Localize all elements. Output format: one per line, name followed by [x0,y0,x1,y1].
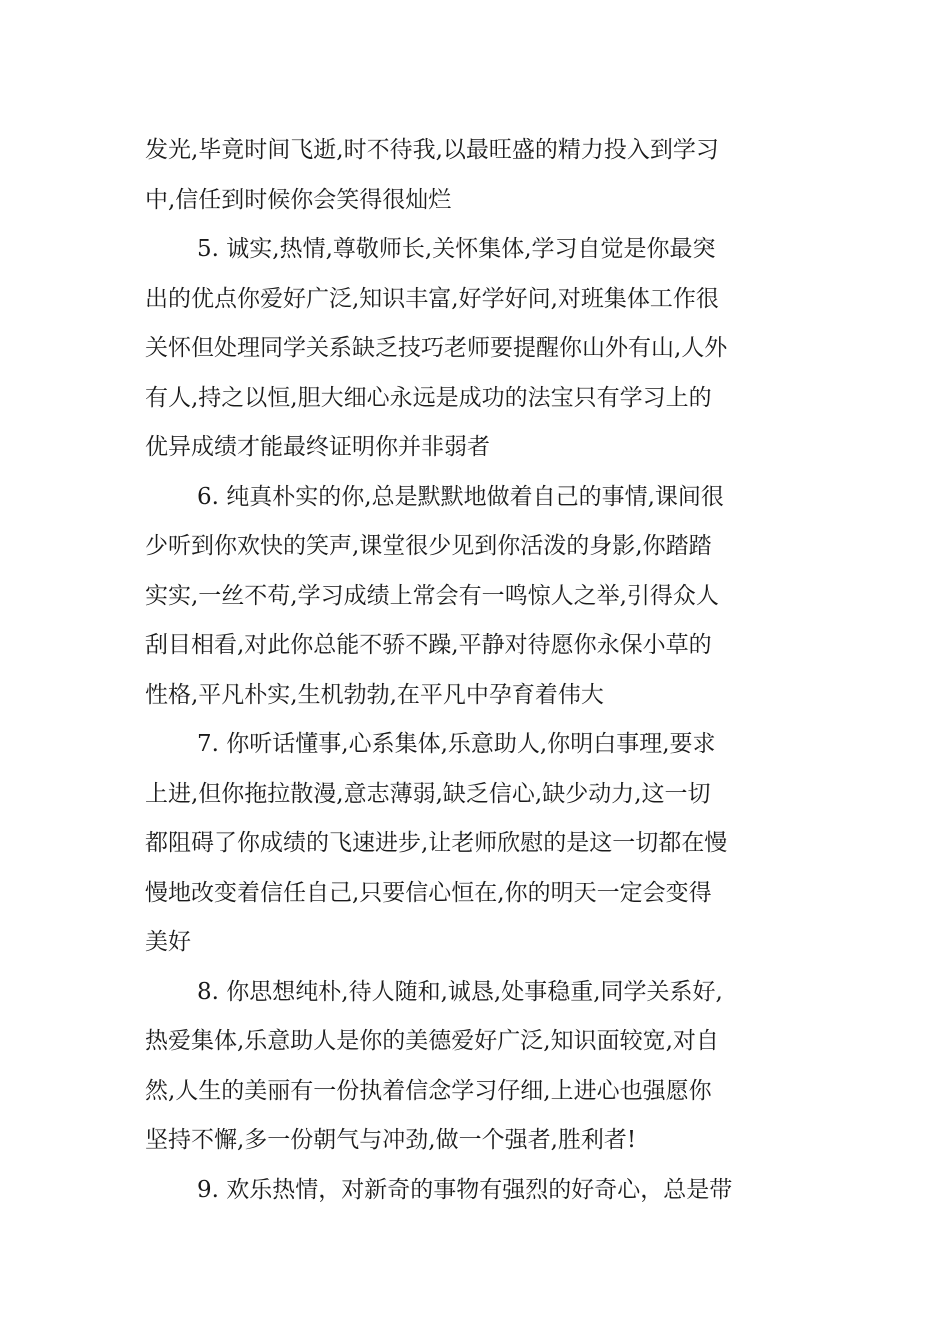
text-line: 热爱集体,乐意助人是你的美德爱好广泛,知识面较宽,对自 [145,1028,719,1054]
text-line: 慢地改变着信任自己,只要信心恒在,你的明天一定会变得 [145,879,712,906]
text-line: 刮目相看,对此你总能不骄不躁,平静对待愿你永保小草的 [145,632,712,658]
text-line: 性格,平凡朴实,生机勃勃,在平凡中孕育着伟大 [145,681,604,708]
paragraph-start-7: 7. 你听话懂事,心系集体,乐意助人,你明白事理,要求 [197,731,716,757]
paragraph-start-6: 6. 纯真朴实的你,总是默默地做着自己的事情,课间很 [197,483,724,510]
text-line: 上进,但你拖拉散漫,意志薄弱,缺乏信心,缺少动力,这一切 [145,780,711,807]
text-line: 发光,毕竟时间飞逝,时不待我,以最旺盛的精力投入到学习 [145,137,719,163]
text-line: 然,人生的美丽有一份执着信念学习仔细,上进心也强愿你 [145,1077,712,1104]
body-text [145,126,825,1215]
text-line: 有人,持之以恒,胆大细心永远是成功的法宝只有学习上的 [145,384,712,411]
text-line: 出的优点你爱好广泛,知识丰富,好学好问,对班集体工作很 [145,285,719,312]
text-line: 中,信任到时候你会笑得很灿烂 [145,186,452,213]
paragraph-start-5: 5. 诚实,热情,尊敬师长,关怀集体,学习自觉是你最突 [197,236,716,262]
text-line: 坚持不懈,多一份朝气与冲劲,做一个强者,胜利者! [145,1127,637,1153]
text-line: 少听到你欢快的笑声,课堂很少见到你活泼的身影,你踏踏 [145,533,712,559]
text-line: 优异成绩才能最终证明你并非弱者 [145,434,490,460]
text-line: 美好 [145,929,191,955]
paragraph-start-9: 9. 欢乐热情，对新奇的事物有强烈的好奇心，总是带 [197,1176,733,1203]
text-line: 关怀但处理同学关系缺乏技巧老师要提醒你山外有山,人外 [145,335,728,361]
paragraph-start-8: 8. 你思想纯朴,待人随和,诚恳,处事稳重,同学关系好, [197,978,723,1005]
text-line: 实实,一丝不苟,学习成绩上常会有一鸣惊人之举,引得众人 [145,582,719,609]
text-line: 都阻碍了你成绩的飞速进步,让老师欣慰的是这一切都在慢 [145,830,728,856]
